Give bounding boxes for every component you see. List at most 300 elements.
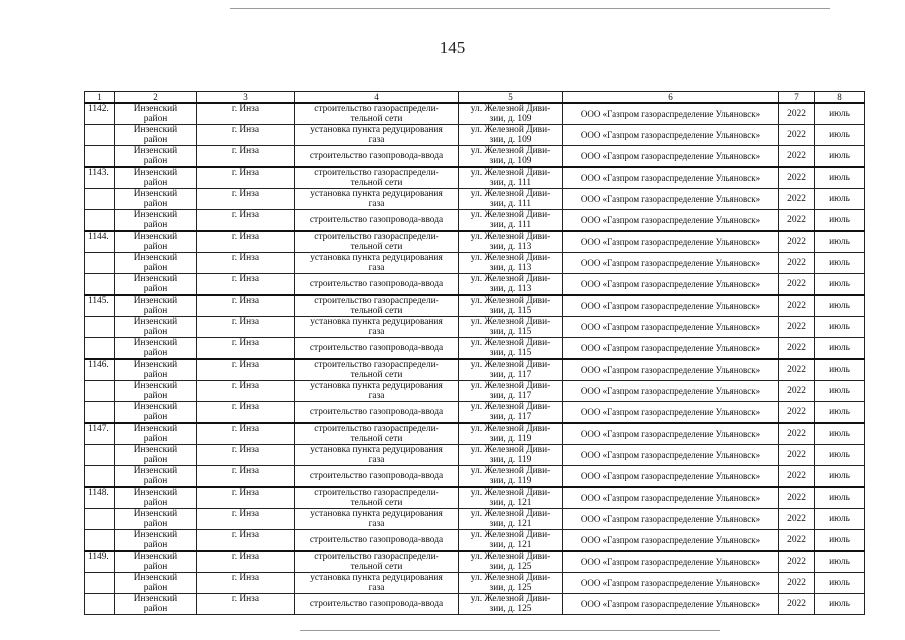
address-cell-text: ул. Железной Диви- xyxy=(470,594,551,604)
work-type-cell-text: установка пункта редуцирования xyxy=(310,317,443,327)
address-cell xyxy=(459,338,563,360)
organization-cell xyxy=(563,381,779,402)
address-cell-text: зии, д. 109 xyxy=(489,114,532,124)
organization-cell xyxy=(563,210,779,232)
address-cell xyxy=(459,594,563,615)
row-number xyxy=(85,594,115,615)
work-type-cell-text: строительство газопровода-ввода xyxy=(309,407,444,417)
district-cell-text: район xyxy=(143,135,168,145)
page-number: 145 xyxy=(439,38,466,57)
organization-cell-text: ООО «Газпром газораспределение Ульяновск» xyxy=(580,365,761,375)
month-cell xyxy=(815,466,865,488)
year-cell-text: 2022 xyxy=(787,471,806,481)
address-cell xyxy=(459,509,563,530)
table-row xyxy=(85,146,865,168)
district-cell-text: район xyxy=(143,604,168,614)
organization-cell xyxy=(563,423,779,445)
organization-cell-text: ООО «Газпром газораспределение Ульяновск» xyxy=(580,151,761,161)
column-header: 5 xyxy=(459,92,563,104)
district-cell-text: Инзенский xyxy=(133,488,178,498)
district-cell xyxy=(115,338,197,360)
district-cell-text: район xyxy=(143,156,168,166)
table-row xyxy=(85,381,865,402)
work-type-cell xyxy=(295,167,459,189)
city-cell xyxy=(197,551,295,573)
work-type-cell-text: установка пункта редуцирования xyxy=(310,509,443,519)
city-cell-text: г. Инза xyxy=(231,189,260,199)
work-type-cell-text: тельной сети xyxy=(350,178,403,188)
address-cell-text: ул. Железной Диви- xyxy=(470,104,551,114)
district-cell-text: Инзенский xyxy=(133,253,178,263)
address-cell-text: зии, д. 111 xyxy=(489,199,532,209)
organization-cell xyxy=(563,466,779,488)
year-cell-text: 2022 xyxy=(787,535,806,545)
district-cell xyxy=(115,487,197,509)
year-cell-text: 2022 xyxy=(787,130,806,140)
year-cell-text: 2022 xyxy=(787,557,806,567)
work-type-cell-text: строительство газораспредели- xyxy=(314,232,439,242)
address-cell-text: ул. Железной Диви- xyxy=(470,360,551,370)
year-cell xyxy=(779,445,815,466)
scan-edge-line xyxy=(300,630,720,631)
organization-cell xyxy=(563,509,779,530)
address-cell-text: зии, д. 121 xyxy=(489,498,532,508)
address-cell-text: зии, д. 111 xyxy=(489,178,532,188)
address-cell-text: зии, д. 109 xyxy=(489,156,532,166)
month-cell xyxy=(815,103,865,125)
district-cell-text: район xyxy=(143,114,168,124)
district-cell-text: район xyxy=(143,455,168,465)
city-cell xyxy=(197,317,295,338)
address-cell xyxy=(459,125,563,146)
organization-cell-text: ООО «Газпром газораспределение Ульяновск» xyxy=(580,493,761,503)
district-cell-text: Инзенский xyxy=(133,210,178,220)
district-cell-text: Инзенский xyxy=(133,360,178,370)
address-cell-text: ул. Железной Диви- xyxy=(470,125,551,135)
address-cell-text: зии, д. 121 xyxy=(489,540,532,550)
month-cell xyxy=(815,146,865,168)
address-cell xyxy=(459,146,563,168)
month-cell-text: июль xyxy=(829,215,850,225)
address-cell xyxy=(459,487,563,509)
organization-cell-text: ООО «Газпром газораспределение Ульяновск» xyxy=(580,386,761,396)
city-cell-text: г. Инза xyxy=(231,146,260,156)
work-type-cell-text: строительство газораспредели- xyxy=(314,104,439,114)
district-cell-text: район xyxy=(143,242,168,252)
address-cell-text: зии, д. 117 xyxy=(489,370,532,380)
work-type-cell-text: строительство газопровода-ввода xyxy=(309,215,444,225)
work-type-cell-text: строительство газопровода-ввода xyxy=(309,599,444,609)
table-row xyxy=(85,125,865,146)
district-cell xyxy=(115,359,197,381)
organization-cell-text: ООО «Газпром газораспределение Ульяновск» xyxy=(580,514,761,524)
city-cell-text: г. Инза xyxy=(231,253,260,263)
month-cell-text: июль xyxy=(829,493,850,503)
address-cell xyxy=(459,167,563,189)
table-row xyxy=(85,359,865,381)
city-cell xyxy=(197,487,295,509)
month-cell-text: июль xyxy=(829,578,850,588)
work-type-cell xyxy=(295,487,459,509)
address-cell xyxy=(459,103,563,125)
city-cell-text: г. Инза xyxy=(231,509,260,519)
month-cell xyxy=(815,445,865,466)
work-type-cell xyxy=(295,146,459,168)
organization-cell-text: ООО «Газпром газораспределение Ульяновск» xyxy=(580,407,761,417)
row-number xyxy=(85,402,115,424)
month-cell-text: июль xyxy=(829,471,850,481)
work-type-cell xyxy=(295,423,459,445)
district-cell-text: Инзенский xyxy=(133,274,178,284)
address-cell-text: ул. Железной Диви- xyxy=(470,189,551,199)
year-cell-text: 2022 xyxy=(787,194,806,204)
address-cell xyxy=(459,253,563,274)
city-cell xyxy=(197,274,295,296)
district-cell-text: район xyxy=(143,583,168,593)
row-number xyxy=(85,551,115,573)
work-type-cell-text: тельной сети xyxy=(350,242,403,252)
district-cell xyxy=(115,402,197,424)
month-cell xyxy=(815,594,865,615)
year-cell xyxy=(779,167,815,189)
work-type-cell xyxy=(295,466,459,488)
city-cell-text: г. Инза xyxy=(231,530,260,540)
year-cell xyxy=(779,423,815,445)
district-cell-text: Инзенский xyxy=(133,509,178,519)
district-cell-text: Инзенский xyxy=(133,402,178,412)
work-type-cell-text: строительство газораспредели- xyxy=(314,488,439,498)
organization-cell-text: ООО «Газпром газораспределение Ульяновск» xyxy=(580,279,761,289)
address-cell-text: ул. Железной Диви- xyxy=(470,317,551,327)
year-cell-text: 2022 xyxy=(787,215,806,225)
city-cell xyxy=(197,530,295,552)
organization-cell xyxy=(563,167,779,189)
year-cell-text: 2022 xyxy=(787,578,806,588)
row-number xyxy=(85,125,115,146)
month-cell-text: июль xyxy=(829,322,850,332)
district-cell-text: Инзенский xyxy=(133,573,178,583)
district-cell xyxy=(115,423,197,445)
work-type-cell xyxy=(295,231,459,253)
address-cell-text: зии, д. 119 xyxy=(489,455,532,465)
district-cell xyxy=(115,231,197,253)
year-cell xyxy=(779,530,815,552)
district-cell xyxy=(115,167,197,189)
work-type-cell-text: газа xyxy=(368,199,385,209)
address-cell-text: ул. Железной Диви- xyxy=(470,445,551,455)
table-row xyxy=(85,253,865,274)
district-cell-text: Инзенский xyxy=(133,552,178,562)
work-type-cell xyxy=(295,551,459,573)
organization-cell-text: ООО «Газпром газораспределение Ульяновск» xyxy=(580,535,761,545)
city-cell xyxy=(197,210,295,232)
address-cell-text: зии, д. 115 xyxy=(489,348,532,358)
scan-edge-line xyxy=(230,8,830,9)
work-type-cell-text: газа xyxy=(368,135,385,145)
address-cell xyxy=(459,530,563,552)
address-cell-text: зии, д. 115 xyxy=(489,327,532,337)
month-cell xyxy=(815,231,865,253)
year-cell-text: 2022 xyxy=(787,279,806,289)
district-cell-text: Инзенский xyxy=(133,104,178,114)
column-header: 3 xyxy=(197,92,295,104)
work-type-cell-text: газа xyxy=(368,327,385,337)
organization-cell xyxy=(563,274,779,296)
district-cell-text: район xyxy=(143,540,168,550)
address-cell-text: зии, д. 111 xyxy=(489,220,532,230)
district-cell xyxy=(115,274,197,296)
table-row xyxy=(85,466,865,488)
work-type-cell xyxy=(295,573,459,594)
row-number xyxy=(85,359,115,381)
table-row xyxy=(85,573,865,594)
district-cell-text: район xyxy=(143,519,168,529)
address-cell xyxy=(459,210,563,232)
address-cell-text: ул. Железной Диви- xyxy=(470,210,551,220)
row-number xyxy=(85,381,115,402)
work-type-cell xyxy=(295,317,459,338)
city-cell xyxy=(197,231,295,253)
city-cell-text: г. Инза xyxy=(231,168,260,178)
work-type-cell-text: газа xyxy=(368,455,385,465)
district-cell xyxy=(115,466,197,488)
table-row xyxy=(85,338,865,360)
row-number xyxy=(85,487,115,509)
city-cell xyxy=(197,594,295,615)
city-cell-text: г. Инза xyxy=(231,338,260,348)
city-cell xyxy=(197,423,295,445)
month-cell xyxy=(815,295,865,317)
work-type-cell-text: строительство газораспредели- xyxy=(314,168,439,178)
year-cell-text: 2022 xyxy=(787,599,806,609)
address-cell xyxy=(459,466,563,488)
district-cell-text: Инзенский xyxy=(133,125,178,135)
district-cell-text: район xyxy=(143,199,168,209)
year-cell-text: 2022 xyxy=(787,429,806,439)
district-cell xyxy=(115,573,197,594)
work-type-cell-text: установка пункта редуцирования xyxy=(310,573,443,583)
month-cell-text: июль xyxy=(829,343,850,353)
month-cell xyxy=(815,487,865,509)
address-cell-text: ул. Железной Диви- xyxy=(470,466,551,476)
month-cell xyxy=(815,359,865,381)
address-cell-text: ул. Железной Диви- xyxy=(470,381,551,391)
district-cell-text: Инзенский xyxy=(133,594,178,604)
address-cell-text: зии, д. 119 xyxy=(489,434,532,444)
organization-cell-text: ООО «Газпром газораспределение Ульяновск» xyxy=(580,322,761,332)
month-cell-text: июль xyxy=(829,407,850,417)
organization-cell-text: ООО «Газпром газораспределение Ульяновск» xyxy=(580,343,761,353)
work-type-cell xyxy=(295,530,459,552)
district-cell-text: Инзенский xyxy=(133,317,178,327)
city-cell xyxy=(197,381,295,402)
year-cell xyxy=(779,231,815,253)
address-cell-text: зии, д. 113 xyxy=(489,263,532,273)
address-cell-text: ул. Железной Диви- xyxy=(470,552,551,562)
organization-cell xyxy=(563,125,779,146)
organization-cell xyxy=(563,317,779,338)
year-cell-text: 2022 xyxy=(787,301,806,311)
column-header-row xyxy=(85,92,865,104)
work-type-cell-text: установка пункта редуцирования xyxy=(310,253,443,263)
organization-cell-text: ООО «Газпром газораспределение Ульяновск» xyxy=(580,471,761,481)
work-type-cell-text: тельной сети xyxy=(350,306,403,316)
address-cell-text: зии, д. 117 xyxy=(489,391,532,401)
table-row xyxy=(85,509,865,530)
table-row xyxy=(85,189,865,210)
address-cell xyxy=(459,274,563,296)
city-cell-text: г. Инза xyxy=(231,360,260,370)
work-type-cell-text: установка пункта редуцирования xyxy=(310,125,443,135)
work-type-cell-text: строительство газораспредели- xyxy=(314,360,439,370)
month-cell-text: июль xyxy=(829,429,850,439)
district-cell xyxy=(115,103,197,125)
address-cell-text: ул. Железной Диви- xyxy=(470,402,551,412)
organization-cell-text: ООО «Газпром газораспределение Ульяновск» xyxy=(580,557,761,567)
district-cell-text: Инзенский xyxy=(133,146,178,156)
organization-cell xyxy=(563,487,779,509)
district-cell-text: Инзенский xyxy=(133,296,178,306)
address-cell xyxy=(459,402,563,424)
work-type-cell xyxy=(295,253,459,274)
month-cell xyxy=(815,338,865,360)
month-cell-text: июль xyxy=(829,258,850,268)
month-cell-text: июль xyxy=(829,450,850,460)
table-row xyxy=(85,402,865,424)
table-row xyxy=(85,274,865,296)
work-type-cell-text: тельной сети xyxy=(350,562,403,572)
district-cell xyxy=(115,509,197,530)
district-cell-text: район xyxy=(143,263,168,273)
city-cell-text: г. Инза xyxy=(231,445,260,455)
district-cell xyxy=(115,125,197,146)
table-row xyxy=(85,295,865,317)
address-cell xyxy=(459,231,563,253)
district-cell-text: Инзенский xyxy=(133,530,178,540)
address-cell-text: ул. Железной Диви- xyxy=(470,424,551,434)
organization-cell-text: ООО «Газпром газораспределение Ульяновск» xyxy=(580,599,761,609)
organization-cell-text: ООО «Газпром газораспределение Ульяновск» xyxy=(580,258,761,268)
district-cell-text: район xyxy=(143,348,168,358)
year-cell xyxy=(779,338,815,360)
work-type-cell xyxy=(295,359,459,381)
work-type-cell-text: строительство газопровода-ввода xyxy=(309,279,444,289)
work-type-cell-text: тельной сети xyxy=(350,498,403,508)
month-cell xyxy=(815,274,865,296)
district-cell-text: Инзенский xyxy=(133,466,178,476)
city-cell xyxy=(197,295,295,317)
month-cell-text: июль xyxy=(829,194,850,204)
month-cell-text: июль xyxy=(829,151,850,161)
organization-cell xyxy=(563,295,779,317)
city-cell-text: г. Инза xyxy=(231,317,260,327)
address-cell-text: ул. Железной Диви- xyxy=(470,232,551,242)
work-type-cell xyxy=(295,402,459,424)
organization-cell-text: ООО «Газпром газораспределение Ульяновск» xyxy=(580,237,761,247)
year-cell xyxy=(779,402,815,424)
table-row xyxy=(85,423,865,445)
column-header: 8 xyxy=(815,92,865,104)
district-cell xyxy=(115,594,197,615)
year-cell xyxy=(779,551,815,573)
month-cell-text: июль xyxy=(829,279,850,289)
row-number xyxy=(85,509,115,530)
district-cell xyxy=(115,551,197,573)
year-cell xyxy=(779,210,815,232)
work-type-cell xyxy=(295,509,459,530)
organization-cell xyxy=(563,146,779,168)
column-header: 6 xyxy=(563,92,779,104)
year-cell xyxy=(779,274,815,296)
city-cell xyxy=(197,573,295,594)
month-cell xyxy=(815,530,865,552)
register-table xyxy=(84,91,865,615)
work-type-cell xyxy=(295,210,459,232)
year-cell xyxy=(779,146,815,168)
work-type-cell xyxy=(295,381,459,402)
district-cell-text: район xyxy=(143,306,168,316)
district-cell-text: район xyxy=(143,327,168,337)
work-type-cell xyxy=(295,445,459,466)
work-type-cell-text: строительство газопровода-ввода xyxy=(309,535,444,545)
district-cell xyxy=(115,210,197,232)
row-number-text: 1146. xyxy=(88,360,109,370)
district-cell-text: Инзенский xyxy=(133,168,178,178)
work-type-cell-text: тельной сети xyxy=(350,434,403,444)
year-cell xyxy=(779,189,815,210)
year-cell-text: 2022 xyxy=(787,322,806,332)
month-cell-text: июль xyxy=(829,173,850,183)
city-cell xyxy=(197,338,295,360)
address-cell-text: зии, д. 125 xyxy=(489,604,532,614)
row-number xyxy=(85,210,115,232)
table-row xyxy=(85,103,865,125)
organization-cell-text: ООО «Газпром газораспределение Ульяновск» xyxy=(580,450,761,460)
district-cell-text: район xyxy=(143,562,168,572)
work-type-cell-text: тельной сети xyxy=(350,370,403,380)
address-cell-text: ул. Железной Диви- xyxy=(470,338,551,348)
row-number xyxy=(85,253,115,274)
organization-cell xyxy=(563,338,779,360)
row-number xyxy=(85,295,115,317)
year-cell xyxy=(779,573,815,594)
year-cell-text: 2022 xyxy=(787,343,806,353)
city-cell-text: г. Инза xyxy=(231,488,260,498)
work-type-cell-text: газа xyxy=(368,519,385,529)
year-cell-text: 2022 xyxy=(787,450,806,460)
work-type-cell xyxy=(295,274,459,296)
year-cell xyxy=(779,253,815,274)
year-cell-text: 2022 xyxy=(787,151,806,161)
row-number-text: 1148. xyxy=(88,488,109,498)
row-number xyxy=(85,530,115,552)
row-number-text: 1149. xyxy=(88,552,109,562)
district-cell xyxy=(115,445,197,466)
row-number xyxy=(85,189,115,210)
district-cell-text: район xyxy=(143,434,168,444)
city-cell-text: г. Инза xyxy=(231,424,260,434)
year-cell xyxy=(779,594,815,615)
row-number-text: 1144. xyxy=(88,232,109,242)
district-cell-text: район xyxy=(143,391,168,401)
month-cell xyxy=(815,402,865,424)
work-type-cell-text: установка пункта редуцирования xyxy=(310,445,443,455)
year-cell xyxy=(779,125,815,146)
district-cell xyxy=(115,381,197,402)
year-cell-text: 2022 xyxy=(787,386,806,396)
work-type-cell-text: строительство газопровода-ввода xyxy=(309,151,444,161)
table-row xyxy=(85,530,865,552)
